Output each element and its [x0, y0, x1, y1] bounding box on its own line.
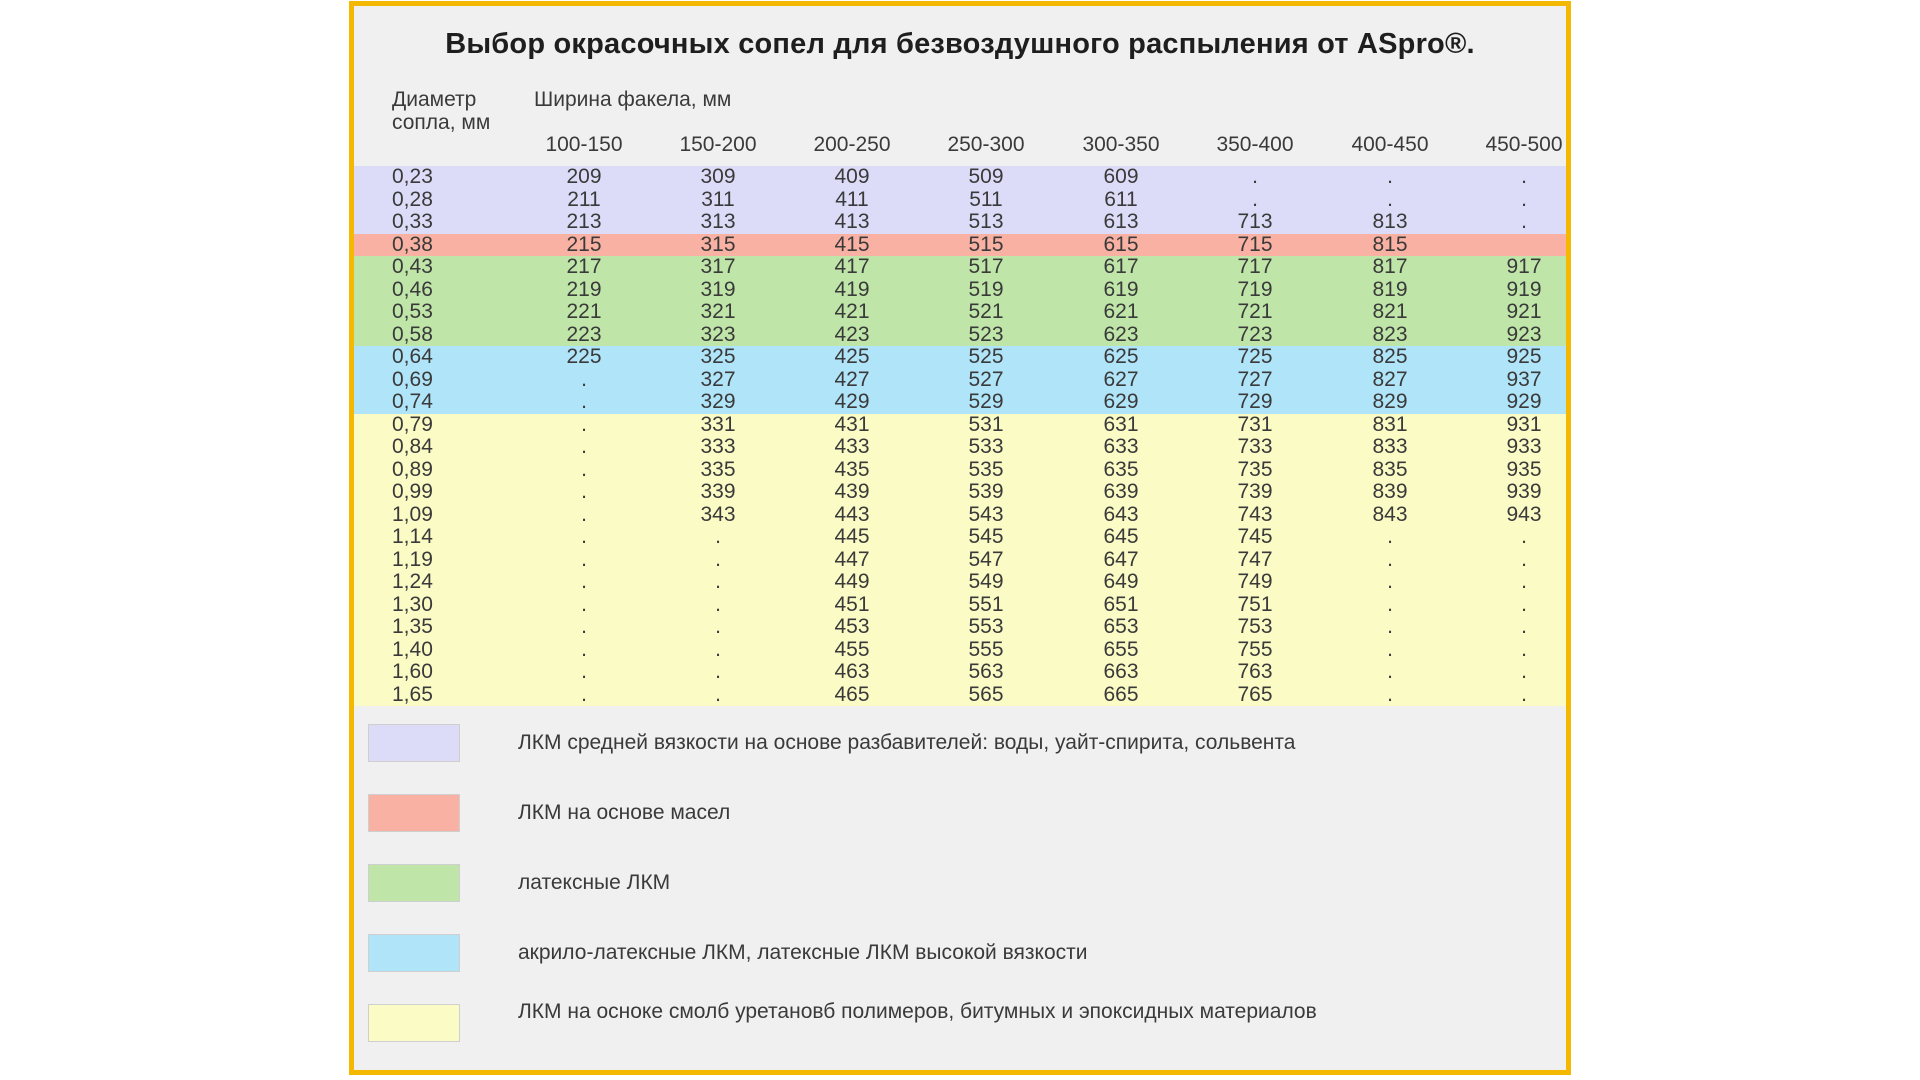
nozzle-code-cell: 815 — [1372, 232, 1408, 256]
width-range-header: 100-150 — [545, 133, 623, 156]
nozzle-code-cell: 925 — [1506, 345, 1542, 368]
nozzle-code-cell: 623 — [1103, 322, 1139, 346]
nozzle-code-cell: . — [1521, 165, 1527, 188]
table-row — [354, 549, 1566, 571]
nozzle-code-cell: 933 — [1506, 435, 1542, 458]
nozzle-code-cell: 665 — [1103, 682, 1139, 706]
nozzle-code-cell: 653 — [1103, 615, 1139, 638]
nozzle-code-cell: 443 — [834, 502, 870, 526]
nozzle-code-cell: 217 — [566, 255, 602, 278]
nozzle-code-cell: . — [715, 637, 721, 661]
nozzle-code-cell: 747 — [1237, 547, 1273, 571]
diameter-cell: 0,74 — [392, 390, 433, 413]
nozzle-code-cell: 663 — [1103, 660, 1139, 683]
width-range-header: 450-500 — [1485, 133, 1563, 156]
nozzle-code-cell: 743 — [1237, 502, 1273, 526]
nozzle-code-cell: 427 — [834, 367, 870, 391]
nozzle-code-cell: 463 — [834, 660, 870, 683]
diameter-cell: 0,99 — [392, 480, 433, 503]
nozzle-code-cell: . — [1387, 615, 1393, 638]
diameter-cell: 1,65 — [392, 682, 433, 706]
nozzle-code-cell: 825 — [1372, 345, 1408, 368]
nozzle-code-cell: 551 — [968, 592, 1004, 616]
nozzle-code-cell: 515 — [968, 232, 1004, 256]
nozzle-code-cell: 431 — [834, 412, 870, 436]
table-row — [354, 211, 1566, 233]
nozzle-code-cell: 617 — [1103, 255, 1139, 278]
nozzle-code-cell: 755 — [1237, 637, 1273, 661]
nozzle-code-cell: . — [1387, 165, 1393, 188]
nozzle-code-cell: 649 — [1103, 570, 1139, 593]
nozzle-code-cell: . — [581, 682, 587, 706]
page-title: Выбор окрасочных сопел для безвоздушного распыления от ASpro®. — [445, 28, 1475, 60]
legend-swatch — [368, 1004, 460, 1042]
nozzle-code-cell: 615 — [1103, 232, 1139, 256]
diameter-cell: 0,33 — [392, 210, 433, 233]
nozzle-code-cell: 739 — [1237, 480, 1273, 503]
nozzle-code-cell: 723 — [1237, 322, 1273, 346]
nozzle-code-cell: 655 — [1103, 637, 1139, 661]
nozzle-code-cell: 209 — [566, 165, 602, 188]
width-range-header: 250-300 — [947, 133, 1025, 156]
nozzle-code-cell: 753 — [1237, 615, 1273, 638]
nozzle-code-cell: 621 — [1103, 300, 1139, 323]
nozzle-code-cell: . — [1521, 592, 1527, 616]
nozzle-code-cell: 831 — [1372, 412, 1408, 436]
nozzle-code-cell: 419 — [834, 277, 870, 301]
nozzle-code-cell: 613 — [1103, 210, 1139, 233]
nozzle-code-cell: . — [1521, 615, 1527, 638]
nozzle-code-cell: 219 — [566, 277, 602, 301]
nozzle-code-cell: . — [1387, 525, 1393, 548]
width-range-header: 350-400 — [1216, 133, 1294, 156]
nozzle-code-cell: 517 — [968, 255, 1004, 278]
width-range-header: 200-250 — [813, 133, 891, 156]
nozzle-code-cell: . — [1387, 570, 1393, 593]
nozzle-code-cell: 611 — [1104, 187, 1138, 211]
nozzle-code-cell: 327 — [700, 367, 736, 391]
nozzle-code-cell: 919 — [1506, 277, 1542, 301]
table-row — [354, 436, 1566, 458]
nozzle-code-cell: . — [715, 547, 721, 571]
nozzle-code-cell: 725 — [1237, 345, 1273, 368]
legend-label: ЛКМ средней вязкости на основе разбавителей: воды, уайт-спирита, сольвента — [518, 731, 1296, 754]
nozzle-code-cell: 325 — [700, 345, 736, 368]
nozzle-code-cell: . — [1521, 187, 1527, 211]
nozzle-code-cell: 645 — [1103, 525, 1139, 548]
nozzle-code-cell: 729 — [1237, 390, 1273, 413]
table-row — [354, 166, 1566, 188]
nozzle-code-cell: . — [715, 660, 721, 683]
nozzle-code-cell: . — [581, 615, 587, 638]
legend-label: латексные ЛКМ — [518, 871, 671, 894]
nozzle-code-cell: 565 — [968, 682, 1004, 706]
nozzle-code-cell: . — [715, 570, 721, 593]
nozzle-code-cell: 547 — [968, 547, 1004, 571]
nozzle-code-cell: 545 — [968, 525, 1004, 548]
nozzle-code-cell: 215 — [566, 232, 602, 256]
nozzle-code-cell: 339 — [700, 480, 736, 503]
nozzle-code-cell: 333 — [700, 435, 736, 458]
nozzle-code-cell: 631 — [1103, 412, 1139, 436]
nozzle-code-cell: 735 — [1237, 457, 1273, 481]
diameter-cell: 0,28 — [392, 187, 433, 211]
nozzle-code-cell: 323 — [700, 322, 736, 346]
table-row — [354, 234, 1566, 256]
nozzle-code-cell: 843 — [1372, 502, 1408, 526]
nozzle-code-cell: 317 — [700, 255, 736, 278]
nozzle-code-cell: 521 — [968, 300, 1004, 323]
diameter-cell: 0,58 — [392, 322, 433, 346]
nozzle-code-cell: . — [1521, 547, 1527, 571]
nozzle-code-cell: 639 — [1103, 480, 1139, 503]
diameter-cell: 0,23 — [392, 165, 433, 188]
nozzle-code-cell: . — [581, 547, 587, 571]
legend-swatch — [368, 724, 460, 762]
nozzle-code-cell: 731 — [1237, 412, 1273, 436]
nozzle-code-cell: 451 — [834, 592, 870, 616]
nozzle-code-cell: 625 — [1103, 345, 1139, 368]
nozzle-code-cell: 433 — [834, 435, 870, 458]
nozzle-code-cell: 939 — [1506, 480, 1542, 503]
nozzle-code-cell: . — [1521, 525, 1527, 548]
nozzle-code-cell: 717 — [1237, 255, 1273, 278]
table-row — [354, 324, 1566, 346]
table-row — [354, 346, 1566, 368]
nozzle-code-cell: 423 — [834, 322, 870, 346]
nozzle-code-cell: 417 — [834, 255, 870, 278]
nozzle-code-cell: 823 — [1372, 322, 1408, 346]
nozzle-code-cell: . — [1521, 637, 1527, 661]
nozzle-code-cell: 643 — [1103, 502, 1139, 526]
nozzle-code-cell: 309 — [700, 165, 736, 188]
nozzle-code-cell: 563 — [968, 660, 1004, 683]
nozzle-code-cell: 609 — [1103, 165, 1139, 188]
nozzle-code-cell: 519 — [968, 277, 1004, 301]
nozzle-code-cell: 447 — [834, 547, 870, 571]
table-row — [354, 639, 1566, 661]
nozzle-code-cell: . — [1387, 637, 1393, 661]
diameter-cell: 0,53 — [392, 300, 433, 323]
nozzle-code-cell: 527 — [968, 367, 1004, 391]
nozzle-code-cell: 937 — [1506, 367, 1542, 391]
table-row — [354, 504, 1566, 526]
diameter-cell: 1,30 — [392, 592, 433, 616]
nozzle-code-cell: 425 — [834, 345, 870, 368]
table-row — [354, 526, 1566, 548]
table-row — [354, 459, 1566, 481]
nozzle-code-cell: 619 — [1103, 277, 1139, 301]
nozzle-code-cell: 553 — [968, 615, 1004, 638]
nozzle-code-cell: . — [1387, 547, 1393, 571]
diameter-cell: 0,69 — [392, 367, 433, 391]
nozzle-code-cell: 465 — [834, 682, 870, 706]
nozzle-code-cell: 829 — [1372, 390, 1408, 413]
nozzle-code-cell: 917 — [1506, 255, 1542, 278]
nozzle-code-cell: 813 — [1372, 210, 1408, 233]
nozzle-code-cell: 439 — [834, 480, 870, 503]
diameter-cell: 1,19 — [392, 547, 433, 571]
diameter-cell: 0,84 — [392, 435, 433, 458]
nozzle-code-cell: . — [1521, 210, 1527, 233]
nozzle-code-cell: 839 — [1372, 480, 1408, 503]
table-row — [354, 391, 1566, 413]
nozzle-code-cell: 819 — [1372, 277, 1408, 301]
nozzle-code-cell: 331 — [700, 412, 736, 436]
nozzle-code-cell: . — [581, 390, 587, 413]
nozzle-code-cell: 543 — [968, 502, 1004, 526]
nozzle-code-cell: 549 — [968, 570, 1004, 593]
nozzle-code-cell: 415 — [834, 232, 870, 256]
table-row — [354, 481, 1566, 503]
nozzle-code-cell: . — [581, 660, 587, 683]
nozzle-code-cell: 453 — [834, 615, 870, 638]
table-row — [354, 369, 1566, 391]
nozzle-code-cell: 409 — [834, 165, 870, 188]
nozzle-code-cell: 633 — [1103, 435, 1139, 458]
nozzle-code-cell: . — [715, 615, 721, 638]
nozzle-code-cell: 833 — [1372, 435, 1408, 458]
nozzle-code-cell: 509 — [968, 165, 1004, 188]
nozzle-code-cell: 935 — [1506, 457, 1542, 481]
legend-swatch — [368, 864, 460, 902]
legend-swatch — [368, 794, 460, 832]
diameter-cell: 1,60 — [392, 660, 433, 683]
nozzle-code-cell: 765 — [1237, 682, 1273, 706]
table-row — [354, 189, 1566, 211]
nozzle-code-cell: . — [581, 592, 587, 616]
nozzle-code-cell: . — [1387, 592, 1393, 616]
nozzle-code-cell: . — [1252, 165, 1258, 188]
table-row — [354, 684, 1566, 706]
nozzle-code-cell: 225 — [566, 345, 602, 368]
nozzle-code-cell: . — [1252, 187, 1258, 211]
nozzle-code-cell: 213 — [566, 210, 602, 233]
nozzle-code-cell: 763 — [1237, 660, 1273, 683]
nozzle-code-cell: . — [581, 412, 587, 436]
diameter-cell: 1,40 — [392, 637, 433, 661]
nozzle-code-cell: . — [581, 480, 587, 503]
nozzle-code-cell: 627 — [1103, 367, 1139, 391]
nozzle-code-cell: 315 — [700, 232, 736, 256]
diameter-cell: 0,43 — [392, 255, 433, 278]
nozzle-code-cell: 817 — [1372, 255, 1408, 278]
nozzle-code-cell: 629 — [1103, 390, 1139, 413]
nozzle-code-cell: 321 — [700, 300, 736, 323]
diameter-header: Диаметр сопла, мм — [392, 88, 491, 134]
table-row — [354, 414, 1566, 436]
nozzle-code-cell: 555 — [968, 637, 1004, 661]
table-row — [354, 571, 1566, 593]
width-range-header: 150-200 — [679, 133, 757, 156]
nozzle-code-cell: 211 — [567, 187, 601, 211]
nozzle-code-cell: 827 — [1372, 367, 1408, 391]
nozzle-code-cell: 749 — [1237, 570, 1273, 593]
table-row — [354, 616, 1566, 638]
nozzle-code-cell: 923 — [1506, 322, 1542, 346]
nozzle-code-cell: 647 — [1103, 547, 1139, 571]
nozzle-code-cell: 421 — [834, 300, 870, 323]
nozzle-code-cell: 719 — [1237, 277, 1273, 301]
nozzle-code-cell: 635 — [1103, 457, 1139, 481]
nozzle-code-cell: . — [1387, 660, 1393, 683]
nozzle-code-cell: . — [715, 682, 721, 706]
nozzle-code-cell: . — [715, 525, 721, 548]
diameter-cell: 0,46 — [392, 277, 433, 301]
nozzle-code-cell: 751 — [1237, 592, 1273, 616]
nozzle-code-cell: 513 — [968, 210, 1004, 233]
nozzle-code-cell: 929 — [1506, 390, 1542, 413]
nozzle-code-cell: 525 — [968, 345, 1004, 368]
nozzle-code-cell: . — [1387, 682, 1393, 706]
nozzle-code-cell: 429 — [834, 390, 870, 413]
nozzle-code-cell: 539 — [968, 480, 1004, 503]
diameter-cell: 0,64 — [392, 345, 433, 368]
nozzle-code-cell: . — [581, 502, 587, 526]
diameter-cell: 0,89 — [392, 457, 433, 481]
legend-label: ЛКМ на осноке смолб уретановб полимеров, битумных и эпоксидных материалов — [518, 1000, 1317, 1023]
diameter-cell: 1,24 — [392, 570, 433, 593]
nozzle-code-cell: 931 — [1506, 412, 1542, 436]
table-row — [354, 301, 1566, 323]
nozzle-code-cell: 531 — [968, 412, 1004, 436]
nozzle-code-cell: . — [581, 457, 587, 481]
nozzle-code-cell: . — [1521, 570, 1527, 593]
width-range-header: 400-450 — [1351, 133, 1429, 156]
diameter-cell: 1,09 — [392, 502, 433, 526]
nozzle-code-cell: . — [715, 592, 721, 616]
nozzle-code-cell: 313 — [700, 210, 736, 233]
nozzle-code-cell: 943 — [1506, 502, 1542, 526]
nozzle-code-cell: 329 — [700, 390, 736, 413]
nozzle-code-cell: 713 — [1237, 210, 1273, 233]
diameter-cell: 1,14 — [392, 525, 433, 548]
diameter-cell: 0,38 — [392, 232, 433, 256]
nozzle-code-cell: 529 — [968, 390, 1004, 413]
nozzle-code-cell: 223 — [566, 322, 602, 346]
diameter-cell: 1,35 — [392, 615, 433, 638]
nozzle-code-cell: . — [581, 525, 587, 548]
nozzle-code-cell: 455 — [834, 637, 870, 661]
nozzle-code-cell: 533 — [968, 435, 1004, 458]
nozzle-code-cell: 715 — [1237, 232, 1273, 256]
diameter-cell: 0,79 — [392, 412, 433, 436]
nozzle-code-cell: 651 — [1103, 592, 1139, 616]
nozzle-code-cell: 727 — [1237, 367, 1273, 391]
nozzle-code-cell: 511 — [969, 187, 1003, 211]
legend-label: ЛКМ на основе масел — [518, 801, 731, 824]
table-row — [354, 661, 1566, 683]
nozzle-code-cell: . — [581, 367, 587, 391]
table-row — [354, 279, 1566, 301]
nozzle-code-cell: 921 — [1506, 300, 1542, 323]
nozzle-code-cell: 445 — [834, 525, 870, 548]
nozzle-code-cell: 835 — [1372, 457, 1408, 481]
width-range-header: 300-350 — [1082, 133, 1160, 156]
nozzle-code-cell: . — [1521, 660, 1527, 683]
nozzle-code-cell: . — [1387, 187, 1393, 211]
nozzle-code-cell: 335 — [700, 457, 736, 481]
nozzle-code-cell: 413 — [834, 210, 870, 233]
nozzle-code-cell: 343 — [700, 502, 736, 526]
legend-label: акрило-латексные ЛКМ, латексные ЛКМ высокой вязкости — [518, 941, 1088, 964]
nozzle-code-cell: 821 — [1372, 300, 1408, 323]
nozzle-code-cell: 311 — [701, 187, 735, 211]
table-row — [354, 594, 1566, 616]
nozzle-code-cell: 435 — [834, 457, 870, 481]
nozzle-code-cell: . — [581, 637, 587, 661]
nozzle-code-cell: 319 — [700, 277, 736, 301]
fan-width-header: Ширина факела, мм — [534, 88, 732, 111]
nozzle-selection-card — [349, 1, 1571, 1075]
nozzle-code-cell: . — [1521, 682, 1527, 706]
nozzle-code-cell: 411 — [835, 187, 869, 211]
nozzle-code-cell: 733 — [1237, 435, 1273, 458]
nozzle-code-cell: 535 — [968, 457, 1004, 481]
nozzle-code-cell: 449 — [834, 570, 870, 593]
nozzle-code-cell: 721 — [1237, 300, 1273, 323]
nozzle-code-cell: . — [581, 435, 587, 458]
nozzle-code-cell: . — [581, 570, 587, 593]
nozzle-code-cell: 523 — [968, 322, 1004, 346]
table-row — [354, 256, 1566, 278]
nozzle-code-cell: 221 — [566, 300, 602, 323]
nozzle-code-cell: 745 — [1237, 525, 1273, 548]
legend-swatch — [368, 934, 460, 972]
